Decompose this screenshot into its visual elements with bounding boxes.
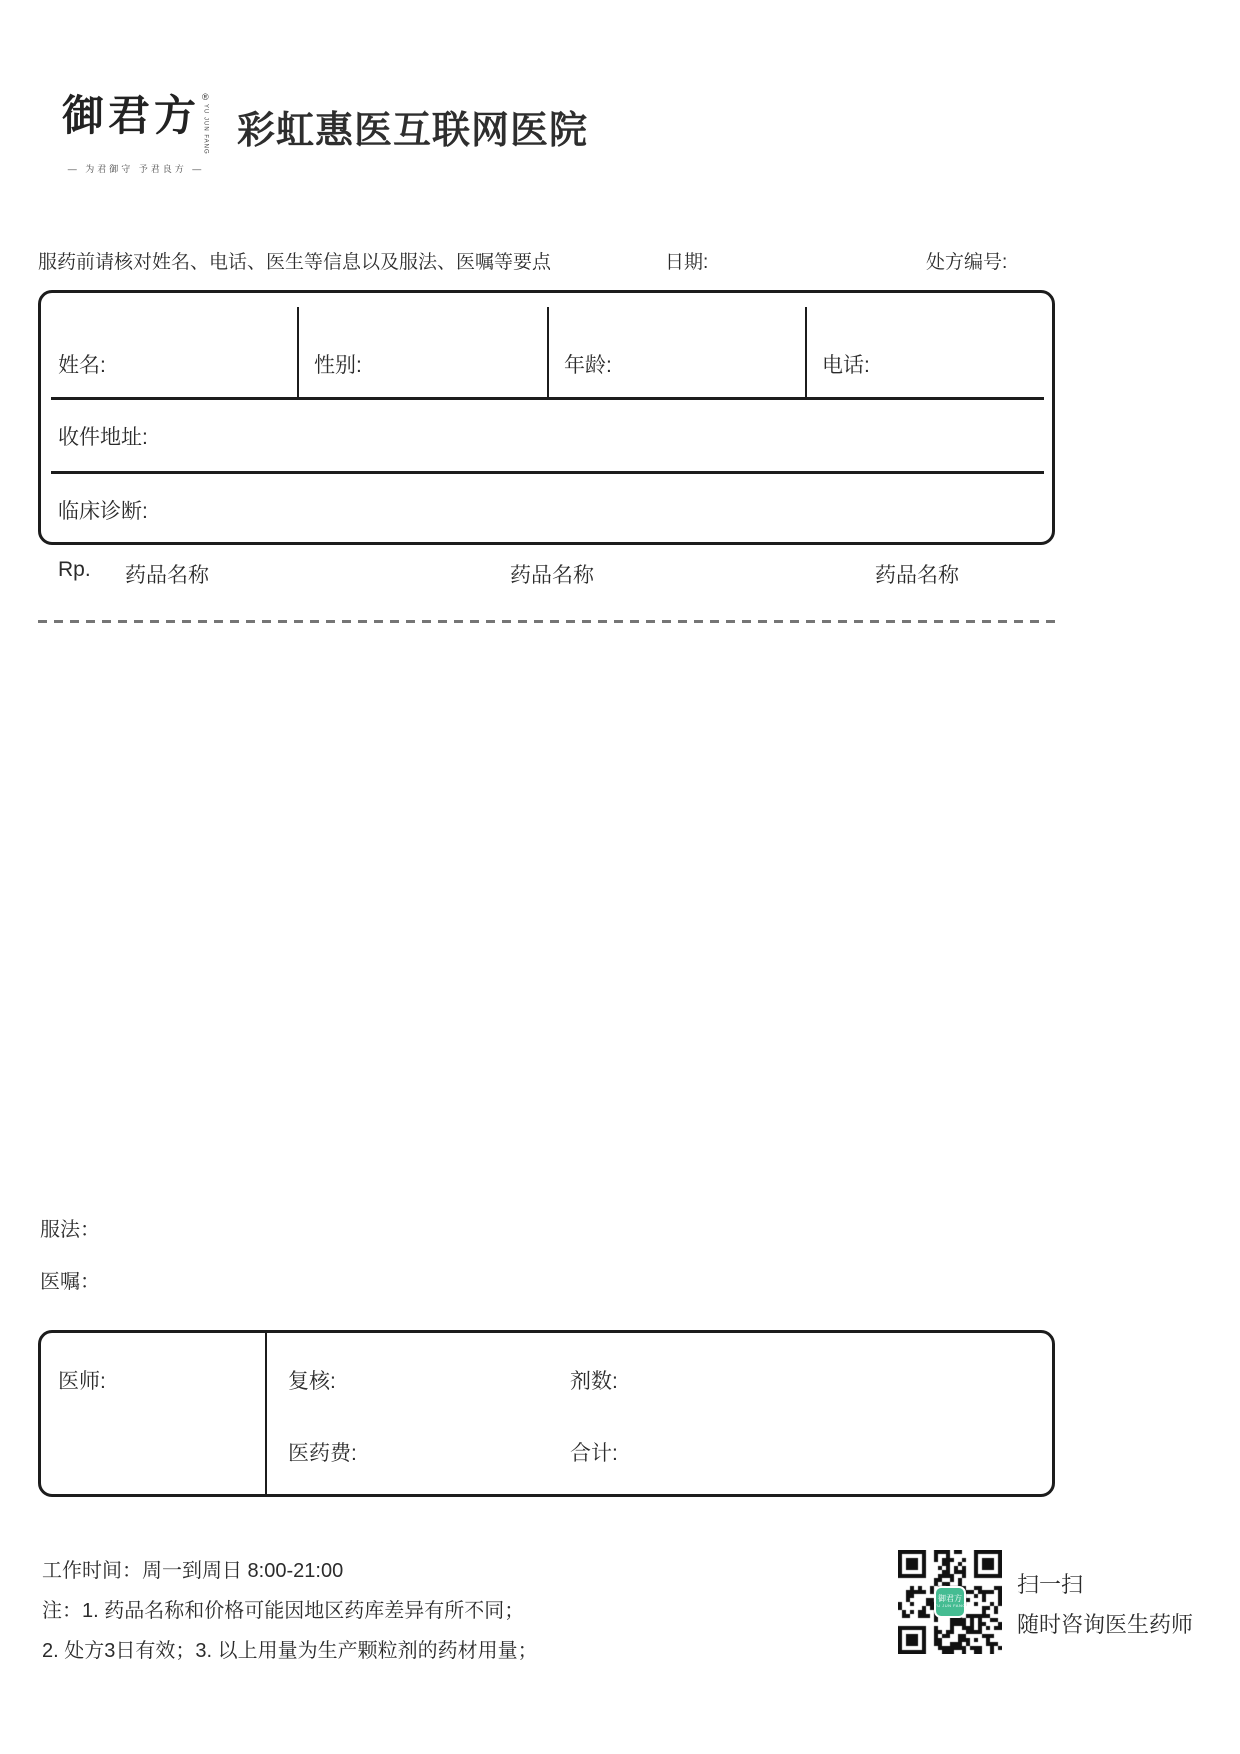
qr-center-logo bbox=[934, 1586, 966, 1618]
rp-label: Rp. bbox=[58, 558, 91, 581]
qr-logo-subtext: YU JUN FANG bbox=[934, 1603, 966, 1608]
doctor-signature-field: 医师: bbox=[58, 1370, 106, 1393]
patient-info-box bbox=[38, 290, 1055, 545]
column-divider bbox=[265, 1333, 267, 1494]
drug-name-column-header: 药品名称 bbox=[875, 564, 959, 587]
dose-count-field: 剂数: bbox=[570, 1370, 618, 1393]
medicine-fee-field: 医药费: bbox=[288, 1442, 357, 1465]
reviewer-field: 复核: bbox=[288, 1370, 336, 1393]
qr-logo-text: 御君方 bbox=[938, 1594, 962, 1604]
doctor-advice-label: 医嘱： bbox=[40, 1271, 100, 1293]
column-divider bbox=[547, 307, 549, 397]
drug-name-column-header: 药品名称 bbox=[510, 564, 594, 587]
brand-logo-name: 御君方 bbox=[62, 91, 201, 140]
row-divider bbox=[51, 397, 1044, 400]
qr-code bbox=[898, 1550, 1002, 1654]
hospital-title: 彩虹惠医互联网医院 bbox=[237, 110, 589, 152]
date-label: 日期: bbox=[665, 252, 709, 273]
patient-age-field: 年龄: bbox=[564, 354, 612, 377]
work-hours-text: 工作时间：周一到周日 8:00-21:00 bbox=[42, 1560, 344, 1582]
verification-notice: 服药前请核对姓名、电话、医生等信息以及服法、医嘱等要点 bbox=[38, 252, 552, 273]
footer-note-line1: 注：1. 药品名称和价格可能因地区药库差异有所不同； bbox=[42, 1600, 525, 1622]
brand-logo bbox=[62, 93, 210, 175]
drug-name-column-header: 药品名称 bbox=[125, 564, 209, 587]
scan-label: 扫一扫 bbox=[1017, 1572, 1084, 1597]
usage-label: 服法： bbox=[40, 1219, 100, 1241]
patient-info-row bbox=[41, 293, 1052, 397]
prescription-number-label: 处方编号: bbox=[926, 252, 1008, 273]
scan-description: 随时咨询医生药师 bbox=[1017, 1612, 1194, 1637]
signature-fee-box bbox=[38, 1330, 1055, 1497]
registered-mark-icon: ® bbox=[202, 92, 209, 102]
patient-gender-field: 性别: bbox=[314, 354, 362, 377]
brand-logo-side bbox=[202, 93, 209, 155]
footer-note-line2: 2. 处方3日有效；3. 以上用量为生产颗粒剂的药材用量； bbox=[42, 1640, 538, 1662]
column-divider bbox=[297, 307, 299, 397]
patient-name-field: 姓名: bbox=[58, 354, 106, 377]
brand-logo-vertical-text: YU JUN FANG bbox=[202, 104, 209, 155]
dashed-divider bbox=[38, 620, 1055, 623]
brand-slogan: — 为君御守 予君良方 — bbox=[67, 163, 205, 174]
shipping-address-field: 收件地址: bbox=[58, 425, 148, 449]
column-divider bbox=[805, 307, 807, 397]
row-divider bbox=[51, 471, 1044, 474]
clinical-diagnosis-field: 临床诊断: bbox=[58, 499, 148, 523]
patient-phone-field: 电话: bbox=[822, 354, 870, 377]
total-field: 合计: bbox=[570, 1442, 618, 1465]
